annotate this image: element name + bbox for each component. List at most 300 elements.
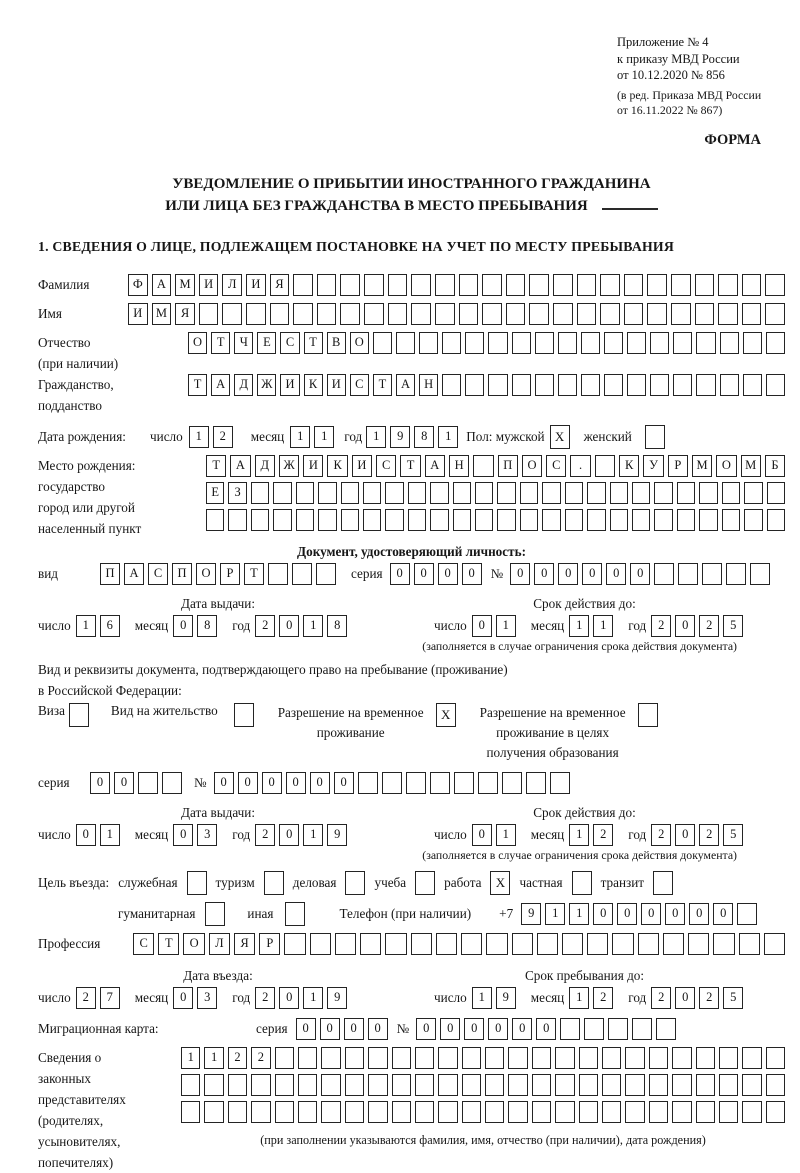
cell[interactable] <box>584 1018 604 1040</box>
cell[interactable]: О <box>196 563 216 585</box>
cell[interactable] <box>318 482 336 504</box>
cell[interactable]: 2 <box>255 615 275 637</box>
cell[interactable]: . <box>570 455 590 477</box>
cell[interactable] <box>672 1074 691 1096</box>
cell[interactable] <box>532 1047 551 1069</box>
cell[interactable]: А <box>396 374 415 396</box>
cell[interactable] <box>624 274 644 296</box>
cell[interactable]: 1 <box>496 615 516 637</box>
cell[interactable] <box>482 274 502 296</box>
cell[interactable] <box>321 1074 340 1096</box>
cell[interactable]: 2 <box>213 426 233 448</box>
cell[interactable]: 0 <box>114 772 134 794</box>
cell[interactable] <box>627 332 646 354</box>
cell[interactable] <box>520 509 538 531</box>
cell[interactable] <box>764 933 785 955</box>
cell[interactable] <box>411 933 432 955</box>
temp-residence-checkbox-cell[interactable]: X <box>436 703 456 727</box>
cell[interactable] <box>649 1101 668 1123</box>
cell[interactable] <box>363 509 381 531</box>
cell[interactable]: 0 <box>510 563 530 585</box>
study-checkbox-cell[interactable] <box>415 871 435 895</box>
cell[interactable]: И <box>280 374 299 396</box>
cell[interactable]: К <box>619 455 639 477</box>
cell[interactable] <box>579 1047 598 1069</box>
cell[interactable] <box>654 482 672 504</box>
cell[interactable] <box>251 509 269 531</box>
cell[interactable]: Л <box>222 274 242 296</box>
cell[interactable]: 0 <box>173 987 193 1009</box>
cell[interactable] <box>382 772 402 794</box>
cell[interactable] <box>438 1074 457 1096</box>
cell[interactable]: П <box>100 563 120 585</box>
cell[interactable] <box>396 332 415 354</box>
cell[interactable]: 2 <box>251 1047 270 1069</box>
cell[interactable] <box>765 274 785 296</box>
cell[interactable] <box>488 374 507 396</box>
cell[interactable]: 0 <box>675 824 695 846</box>
cell[interactable] <box>612 933 633 955</box>
cell[interactable]: 1 <box>181 1047 200 1069</box>
transit-checkbox-cell[interactable] <box>653 871 673 895</box>
cell[interactable]: М <box>175 274 195 296</box>
cell[interactable] <box>475 482 493 504</box>
cell[interactable]: 0 <box>173 824 193 846</box>
cell[interactable] <box>298 1047 317 1069</box>
cell[interactable]: 1 <box>303 987 323 1009</box>
cell[interactable] <box>506 303 526 325</box>
cell[interactable] <box>341 509 359 531</box>
cell[interactable] <box>364 274 384 296</box>
cell[interactable] <box>228 509 246 531</box>
cell[interactable]: 0 <box>414 563 434 585</box>
cell[interactable]: Я <box>234 933 255 955</box>
cell[interactable]: 1 <box>496 824 516 846</box>
cell[interactable]: 1 <box>472 987 492 1009</box>
cell[interactable] <box>673 332 692 354</box>
cell[interactable] <box>368 1047 387 1069</box>
cell[interactable] <box>411 303 431 325</box>
cell[interactable]: 1 <box>366 426 386 448</box>
cell[interactable]: Ф <box>128 274 148 296</box>
cell[interactable]: 9 <box>327 987 347 1009</box>
cell[interactable]: Н <box>419 374 438 396</box>
cell[interactable]: А <box>211 374 230 396</box>
cell[interactable]: 9 <box>496 987 516 1009</box>
cell[interactable] <box>625 1101 644 1123</box>
cell[interactable]: Д <box>234 374 253 396</box>
cell[interactable] <box>508 1074 527 1096</box>
cell[interactable] <box>587 482 605 504</box>
cell[interactable] <box>430 509 448 531</box>
cell[interactable] <box>430 772 450 794</box>
cell[interactable]: 0 <box>76 824 96 846</box>
cell[interactable] <box>719 1074 738 1096</box>
cell[interactable]: 1 <box>593 615 613 637</box>
cell[interactable] <box>608 1018 628 1040</box>
cell[interactable]: 0 <box>462 563 482 585</box>
cell[interactable]: 5 <box>723 615 743 637</box>
cell[interactable] <box>744 509 762 531</box>
cell[interactable]: Т <box>206 455 226 477</box>
cell[interactable]: 0 <box>534 563 554 585</box>
cell[interactable]: 2 <box>228 1047 247 1069</box>
cell[interactable]: 6 <box>100 615 120 637</box>
cell[interactable] <box>138 772 158 794</box>
cell[interactable]: 0 <box>488 1018 508 1040</box>
cell[interactable] <box>766 1047 785 1069</box>
cell[interactable] <box>532 1074 551 1096</box>
cell[interactable] <box>587 933 608 955</box>
cell[interactable]: 0 <box>238 772 258 794</box>
cell[interactable] <box>222 303 242 325</box>
cell[interactable] <box>435 303 455 325</box>
cell[interactable] <box>742 1101 761 1123</box>
cell[interactable] <box>486 933 507 955</box>
cell[interactable] <box>293 303 313 325</box>
cell[interactable] <box>720 332 739 354</box>
cell[interactable] <box>713 933 734 955</box>
cell[interactable]: Я <box>270 274 290 296</box>
cell[interactable]: Е <box>257 332 276 354</box>
cell[interactable] <box>696 332 715 354</box>
cell[interactable] <box>368 1074 387 1096</box>
cell[interactable] <box>625 1074 644 1096</box>
tourism-checkbox-cell[interactable] <box>264 871 284 895</box>
cell[interactable]: 1 <box>100 824 120 846</box>
cell[interactable] <box>508 1101 527 1123</box>
cell[interactable] <box>512 332 531 354</box>
cell[interactable] <box>555 1074 574 1096</box>
cell[interactable]: О <box>183 933 204 955</box>
cell[interactable]: 1 <box>76 615 96 637</box>
cell[interactable] <box>462 1074 481 1096</box>
cell[interactable]: Т <box>211 332 230 354</box>
cell[interactable]: 3 <box>197 987 217 1009</box>
cell[interactable]: 1 <box>303 615 323 637</box>
cell[interactable] <box>392 1047 411 1069</box>
cell[interactable] <box>577 303 597 325</box>
cell[interactable]: 0 <box>438 563 458 585</box>
cell[interactable] <box>385 482 403 504</box>
cell[interactable] <box>502 772 522 794</box>
cell[interactable] <box>604 374 623 396</box>
cell[interactable]: 0 <box>675 615 695 637</box>
cell[interactable] <box>363 482 381 504</box>
cell[interactable] <box>562 933 583 955</box>
cell[interactable] <box>743 332 762 354</box>
cell[interactable] <box>610 482 628 504</box>
cell[interactable] <box>275 1047 294 1069</box>
cell[interactable]: 0 <box>214 772 234 794</box>
cell[interactable] <box>181 1074 200 1096</box>
cell[interactable] <box>624 303 644 325</box>
cell[interactable] <box>438 1047 457 1069</box>
cell[interactable]: 0 <box>90 772 110 794</box>
cell[interactable]: С <box>376 455 396 477</box>
cell[interactable] <box>415 1101 434 1123</box>
cell[interactable]: Ч <box>234 332 253 354</box>
cell[interactable] <box>699 509 717 531</box>
cell[interactable]: 0 <box>286 772 306 794</box>
cell[interactable] <box>459 274 479 296</box>
cell[interactable] <box>671 303 691 325</box>
cell[interactable] <box>246 303 266 325</box>
cell[interactable] <box>251 1074 270 1096</box>
cell[interactable] <box>565 482 583 504</box>
cell[interactable]: С <box>133 933 154 955</box>
cell[interactable] <box>663 933 684 955</box>
cell[interactable] <box>228 1101 247 1123</box>
cell[interactable]: 1 <box>569 903 589 925</box>
cell[interactable] <box>415 1047 434 1069</box>
cell[interactable]: 0 <box>665 903 685 925</box>
cell[interactable]: И <box>246 274 266 296</box>
cell[interactable]: 0 <box>310 772 330 794</box>
cell[interactable] <box>462 1101 481 1123</box>
cell[interactable] <box>638 933 659 955</box>
other-checkbox-cell[interactable] <box>285 902 305 926</box>
cell[interactable] <box>268 563 288 585</box>
cell[interactable] <box>560 1018 580 1040</box>
cell[interactable] <box>604 332 623 354</box>
cell[interactable] <box>296 509 314 531</box>
cell[interactable] <box>392 1101 411 1123</box>
cell[interactable]: 2 <box>255 987 275 1009</box>
cell[interactable] <box>430 482 448 504</box>
cell[interactable]: 0 <box>472 615 492 637</box>
cell[interactable]: 0 <box>630 563 650 585</box>
cell[interactable]: Т <box>400 455 420 477</box>
cell[interactable] <box>766 1074 785 1096</box>
cell[interactable] <box>406 772 426 794</box>
cell[interactable]: 0 <box>606 563 626 585</box>
cell[interactable] <box>647 274 667 296</box>
cell[interactable]: 0 <box>558 563 578 585</box>
cell[interactable] <box>742 1074 761 1096</box>
cell[interactable]: 2 <box>699 824 719 846</box>
cell[interactable] <box>408 509 426 531</box>
cell[interactable] <box>475 509 493 531</box>
cell[interactable] <box>512 374 531 396</box>
cell[interactable] <box>610 509 628 531</box>
cell[interactable] <box>673 374 692 396</box>
work-checkbox-cell[interactable]: X <box>490 871 510 895</box>
cell[interactable] <box>368 1101 387 1123</box>
cell[interactable] <box>162 772 182 794</box>
cell[interactable] <box>388 274 408 296</box>
cell[interactable] <box>199 303 219 325</box>
cell[interactable]: С <box>280 332 299 354</box>
cell[interactable] <box>293 274 313 296</box>
cell[interactable]: Я <box>175 303 195 325</box>
cell[interactable] <box>565 509 583 531</box>
cell[interactable] <box>485 1101 504 1123</box>
cell[interactable] <box>632 509 650 531</box>
cell[interactable]: 9 <box>521 903 541 925</box>
cell[interactable] <box>465 332 484 354</box>
cell[interactable] <box>550 772 570 794</box>
humanitarian-checkbox-cell[interactable] <box>205 902 225 926</box>
cell[interactable] <box>632 1018 652 1040</box>
cell[interactable]: 0 <box>279 615 299 637</box>
cell[interactable] <box>526 772 546 794</box>
cell[interactable]: Т <box>188 374 207 396</box>
cell[interactable]: Е <box>206 482 224 504</box>
cell[interactable] <box>726 563 746 585</box>
official-checkbox-cell[interactable] <box>187 871 207 895</box>
cell[interactable] <box>654 509 672 531</box>
cell[interactable] <box>602 1074 621 1096</box>
cell[interactable] <box>699 482 717 504</box>
cell[interactable] <box>602 1047 621 1069</box>
cell[interactable] <box>744 482 762 504</box>
cell[interactable] <box>702 563 722 585</box>
cell[interactable]: 0 <box>512 1018 532 1040</box>
cell[interactable]: И <box>199 274 219 296</box>
cell[interactable]: 0 <box>262 772 282 794</box>
cell[interactable] <box>321 1047 340 1069</box>
cell[interactable] <box>341 482 359 504</box>
cell[interactable] <box>335 933 356 955</box>
cell[interactable]: 0 <box>390 563 410 585</box>
cell[interactable]: И <box>303 455 323 477</box>
cell[interactable] <box>542 482 560 504</box>
cell[interactable] <box>228 1074 247 1096</box>
cell[interactable] <box>461 933 482 955</box>
cell[interactable]: 2 <box>699 615 719 637</box>
cell[interactable] <box>672 1101 691 1123</box>
private-checkbox-cell[interactable] <box>572 871 592 895</box>
cell[interactable]: О <box>716 455 736 477</box>
visa-checkbox-cell[interactable] <box>69 703 89 727</box>
cell[interactable]: 1 <box>569 987 589 1009</box>
temp-residence-edu-checkbox-cell[interactable] <box>638 703 658 727</box>
cell[interactable] <box>739 933 760 955</box>
cell[interactable] <box>392 1074 411 1096</box>
cell[interactable] <box>579 1074 598 1096</box>
cell[interactable] <box>718 274 738 296</box>
cell[interactable] <box>742 274 762 296</box>
cell[interactable] <box>435 274 455 296</box>
cell[interactable] <box>442 332 461 354</box>
cell[interactable]: М <box>692 455 712 477</box>
cell[interactable]: С <box>546 455 566 477</box>
cell[interactable] <box>408 482 426 504</box>
cell[interactable] <box>602 1101 621 1123</box>
cell[interactable] <box>385 509 403 531</box>
cell[interactable]: Т <box>373 374 392 396</box>
cell[interactable] <box>317 303 337 325</box>
cell[interactable]: 1 <box>569 824 589 846</box>
cell[interactable]: У <box>643 455 663 477</box>
cell[interactable] <box>318 509 336 531</box>
cell[interactable] <box>298 1074 317 1096</box>
cell[interactable]: В <box>327 332 346 354</box>
cell[interactable]: Ж <box>279 455 299 477</box>
cell[interactable] <box>600 303 620 325</box>
cell[interactable] <box>273 509 291 531</box>
cell[interactable]: 5 <box>723 987 743 1009</box>
cell[interactable] <box>270 303 290 325</box>
cell[interactable] <box>345 1047 364 1069</box>
cell[interactable]: 0 <box>296 1018 316 1040</box>
cell[interactable]: О <box>188 332 207 354</box>
cell[interactable]: 8 <box>197 615 217 637</box>
business-checkbox-cell[interactable] <box>345 871 365 895</box>
cell[interactable] <box>695 303 715 325</box>
cell[interactable]: 0 <box>334 772 354 794</box>
cell[interactable]: А <box>152 274 172 296</box>
cell[interactable] <box>766 1101 785 1123</box>
cell[interactable] <box>535 374 554 396</box>
cell[interactable] <box>600 274 620 296</box>
cell[interactable] <box>555 1047 574 1069</box>
cell[interactable]: 0 <box>279 824 299 846</box>
cell[interactable] <box>577 274 597 296</box>
cell[interactable] <box>206 509 224 531</box>
cell[interactable]: 0 <box>464 1018 484 1040</box>
cell[interactable]: 1 <box>290 426 310 448</box>
cell[interactable] <box>532 1101 551 1123</box>
cell[interactable]: 1 <box>303 824 323 846</box>
male-checkbox-cell[interactable]: X <box>550 425 570 449</box>
cell[interactable] <box>722 509 740 531</box>
cell[interactable] <box>453 509 471 531</box>
cell[interactable]: З <box>228 482 246 504</box>
cell[interactable]: Р <box>220 563 240 585</box>
cell[interactable]: 0 <box>320 1018 340 1040</box>
cell[interactable] <box>385 933 406 955</box>
cell[interactable] <box>506 274 526 296</box>
cell[interactable] <box>696 1101 715 1123</box>
cell[interactable] <box>654 563 674 585</box>
cell[interactable] <box>766 332 785 354</box>
cell[interactable] <box>275 1101 294 1123</box>
cell[interactable] <box>415 1074 434 1096</box>
cell[interactable] <box>251 1101 270 1123</box>
cell[interactable] <box>462 1047 481 1069</box>
cell[interactable] <box>718 303 738 325</box>
cell[interactable]: Р <box>259 933 280 955</box>
cell[interactable]: 2 <box>76 987 96 1009</box>
cell[interactable] <box>292 563 312 585</box>
cell[interactable] <box>742 1047 761 1069</box>
cell[interactable] <box>581 374 600 396</box>
cell[interactable] <box>298 1101 317 1123</box>
cell[interactable]: 2 <box>651 987 671 1009</box>
cell[interactable] <box>453 482 471 504</box>
cell[interactable]: 3 <box>197 824 217 846</box>
cell[interactable] <box>555 1101 574 1123</box>
cell[interactable]: 0 <box>617 903 637 925</box>
cell[interactable] <box>719 1047 738 1069</box>
cell[interactable]: К <box>304 374 323 396</box>
cell[interactable]: 0 <box>472 824 492 846</box>
cell[interactable] <box>766 374 785 396</box>
cell[interactable] <box>677 509 695 531</box>
cell[interactable]: 8 <box>327 615 347 637</box>
cell[interactable]: И <box>352 455 372 477</box>
cell[interactable]: И <box>327 374 346 396</box>
cell[interactable]: 1 <box>189 426 209 448</box>
cell[interactable] <box>317 274 337 296</box>
cell[interactable] <box>360 933 381 955</box>
cell[interactable] <box>625 1047 644 1069</box>
cell[interactable] <box>204 1101 223 1123</box>
cell[interactable] <box>459 303 479 325</box>
cell[interactable]: С <box>350 374 369 396</box>
